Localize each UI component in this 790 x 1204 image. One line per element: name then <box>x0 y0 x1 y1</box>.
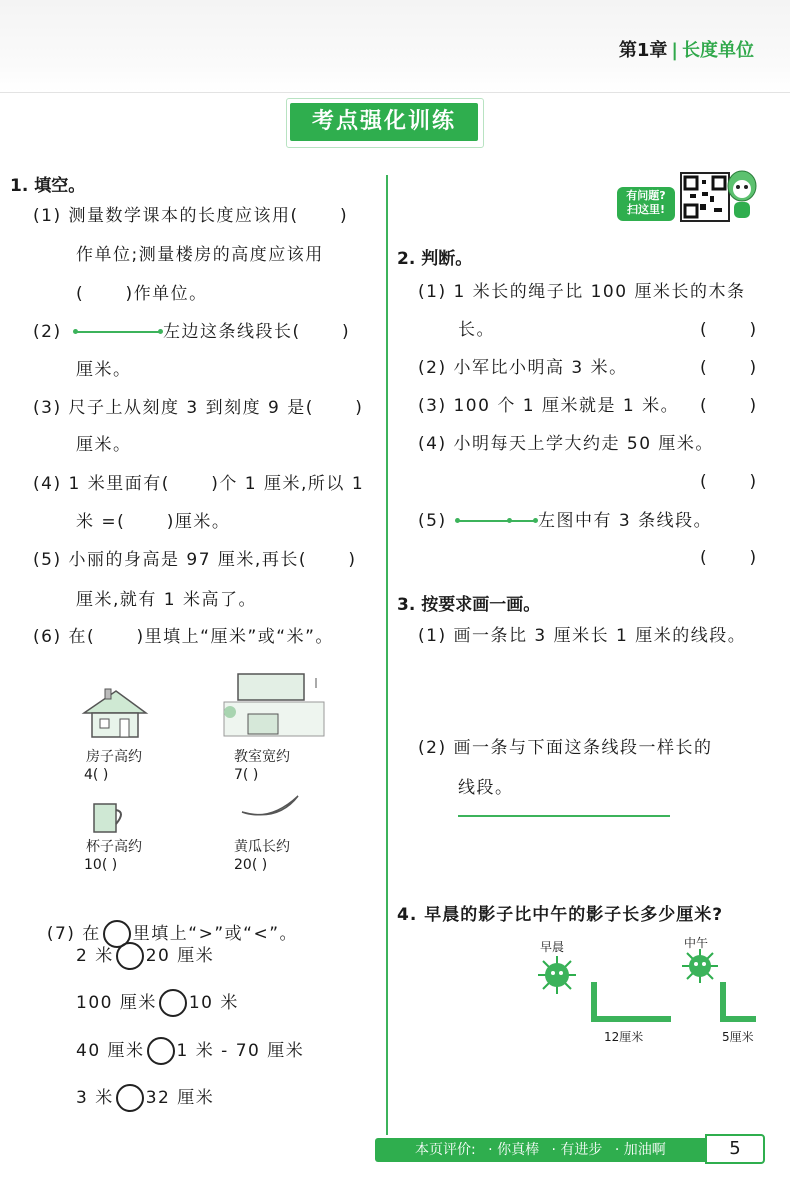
evaluation-bar <box>375 1138 705 1162</box>
shadow-length-morning: 12厘米 <box>604 1030 644 1044</box>
chapter-title <box>619 36 754 62</box>
q1-7-line1 <box>33 896 298 948</box>
q1-3-line2: 厘米。 <box>76 435 132 455</box>
house-label: 房子高约 <box>86 749 142 765</box>
cucumber-icon <box>238 790 302 822</box>
q3-2-line2: 线段。 <box>458 778 514 798</box>
compare-row <box>76 1084 214 1112</box>
noon-label: 中午 <box>684 936 709 950</box>
stick-shadow-morning <box>583 982 673 1024</box>
q3-2-line1: (2) 画一条与下面这条线段一样长的 <box>418 738 713 758</box>
compare-left: 3 米 <box>76 1088 114 1108</box>
morning-label: 早晨 <box>540 940 565 954</box>
q3-1-text: (1) 画一条比 3 厘米长 1 厘米的线段。 <box>418 626 747 646</box>
sun-icon <box>680 948 720 984</box>
q1-2-line1: 左边这条线段长( ) <box>163 322 351 342</box>
q1-6-line1: (6) 在( )里填上“厘米”或“米”。 <box>33 627 334 647</box>
q4-heading: 4. 早晨的影子比中午的影子长多少厘米? <box>397 905 724 925</box>
q2-5-mark[interactable]: ( ) <box>700 548 758 568</box>
cucumber-answer: 20( ) <box>234 857 268 873</box>
compare-row <box>76 942 214 970</box>
q1-1-line3: ( )作单位。 <box>76 284 208 304</box>
classroom-answer: 7( ) <box>234 767 259 783</box>
mascot-icon <box>726 166 758 222</box>
q1-5-line1: (5) 小丽的身高是 97 厘米,再长( ) <box>33 550 357 570</box>
q3-2-segment <box>458 815 670 817</box>
q1-2-line2: 厘米。 <box>76 360 132 380</box>
header-divider <box>0 92 790 93</box>
compare-row <box>76 989 239 1017</box>
evaluation-option-2[interactable]: · 有进步 <box>551 1142 603 1158</box>
cup-label: 杯子高约 <box>86 839 142 855</box>
compare-circle[interactable] <box>116 1084 144 1112</box>
q2-3-line1: (3) 100 个 1 厘米就是 1 米。 <box>418 396 680 416</box>
q2-heading: 2. 判断。 <box>397 249 473 269</box>
column-divider <box>386 175 388 1135</box>
qr-tag-line2: 扫这里! <box>626 203 666 216</box>
compare-left: 40 厘米 <box>76 1041 145 1061</box>
compare-right: 32 厘米 <box>145 1088 215 1108</box>
q3-heading: 3. 按要求画一画。 <box>397 595 541 615</box>
compare-right: 20 厘米 <box>145 946 215 966</box>
q2-1-line1: (1) 1 米长的绳子比 100 厘米长的木条 <box>418 282 746 302</box>
q2-1-line2: 长。 <box>458 320 495 340</box>
chapter-number: 第1章 <box>618 40 668 61</box>
q2-5-line1: 左图中有 3 条线段。 <box>538 511 713 531</box>
chapter-separator: | <box>671 40 678 61</box>
compare-circle[interactable] <box>147 1037 175 1065</box>
compare-right: 10 米 <box>188 993 239 1013</box>
house-icon <box>80 685 150 740</box>
q2-2-line1: (2) 小军比小明高 3 米。 <box>418 358 628 378</box>
q1-4-line2: 米 =( )厘米。 <box>76 512 231 532</box>
q2-4-mark[interactable]: ( ) <box>700 472 758 492</box>
qr-tag-line1: 有问题? <box>626 189 666 202</box>
q2-5-segment <box>457 520 537 522</box>
house-answer: 4( ) <box>84 767 109 783</box>
qr-code-icon[interactable] <box>680 172 730 222</box>
classroom-icon <box>218 668 328 740</box>
page-number: 5 <box>705 1134 765 1164</box>
compare-left: 100 厘米 <box>76 993 157 1013</box>
evaluation-label: 本页评价: <box>415 1142 476 1158</box>
compare-left: 2 米 <box>76 946 114 966</box>
q2-4-line1: (4) 小明每天上学大约走 50 厘米。 <box>418 434 714 454</box>
q2-2-mark[interactable]: ( ) <box>700 358 758 378</box>
segment-point <box>507 518 512 523</box>
q1-2-segment <box>75 331 161 333</box>
section-banner: 考点强化训练 <box>290 103 478 141</box>
compare-right: 1 米 - 70 厘米 <box>176 1041 305 1061</box>
shadow-length-noon: 5厘米 <box>722 1030 754 1044</box>
q1-4-line1: (4) 1 米里面有( )个 1 厘米,所以 1 <box>33 474 365 494</box>
qr-help-tag[interactable] <box>617 187 675 221</box>
q1-5-line2: 厘米,就有 1 米高了。 <box>76 590 258 610</box>
stick-shadow-noon <box>716 982 760 1024</box>
q1-3-line1: (3) 尺子上从刻度 3 到刻度 9 是( ) <box>33 398 364 418</box>
q2-3-mark[interactable]: ( ) <box>700 396 758 416</box>
cucumber-label: 黄瓜长约 <box>234 839 290 855</box>
q1-7-text-a: (7) 在 <box>46 924 101 944</box>
q1-1-line1: (1) 测量数学课本的长度应该用( ) <box>33 206 349 226</box>
q1-7-text-b: 里填上“>”或“<”。 <box>132 924 299 944</box>
q1-1-line2: 作单位;测量楼房的高度应该用 <box>76 245 324 265</box>
compare-row <box>76 1037 304 1065</box>
q1-2-number: (2) <box>33 322 62 342</box>
cup-icon <box>90 800 130 836</box>
chapter-name: 长度单位 <box>682 40 754 61</box>
evaluation-option-3[interactable]: · 加油啊 <box>614 1142 666 1158</box>
q2-1-mark[interactable]: ( ) <box>700 320 758 340</box>
sun-icon <box>535 955 579 995</box>
compare-circle[interactable] <box>116 942 144 970</box>
evaluation-option-1[interactable]: · 你真棒 <box>488 1142 540 1158</box>
classroom-label: 教室宽约 <box>234 749 290 765</box>
q2-5-number: (5) <box>418 511 447 531</box>
compare-circle[interactable] <box>159 989 187 1017</box>
cup-answer: 10( ) <box>84 857 118 873</box>
q1-heading: 1. 填空。 <box>10 176 86 196</box>
